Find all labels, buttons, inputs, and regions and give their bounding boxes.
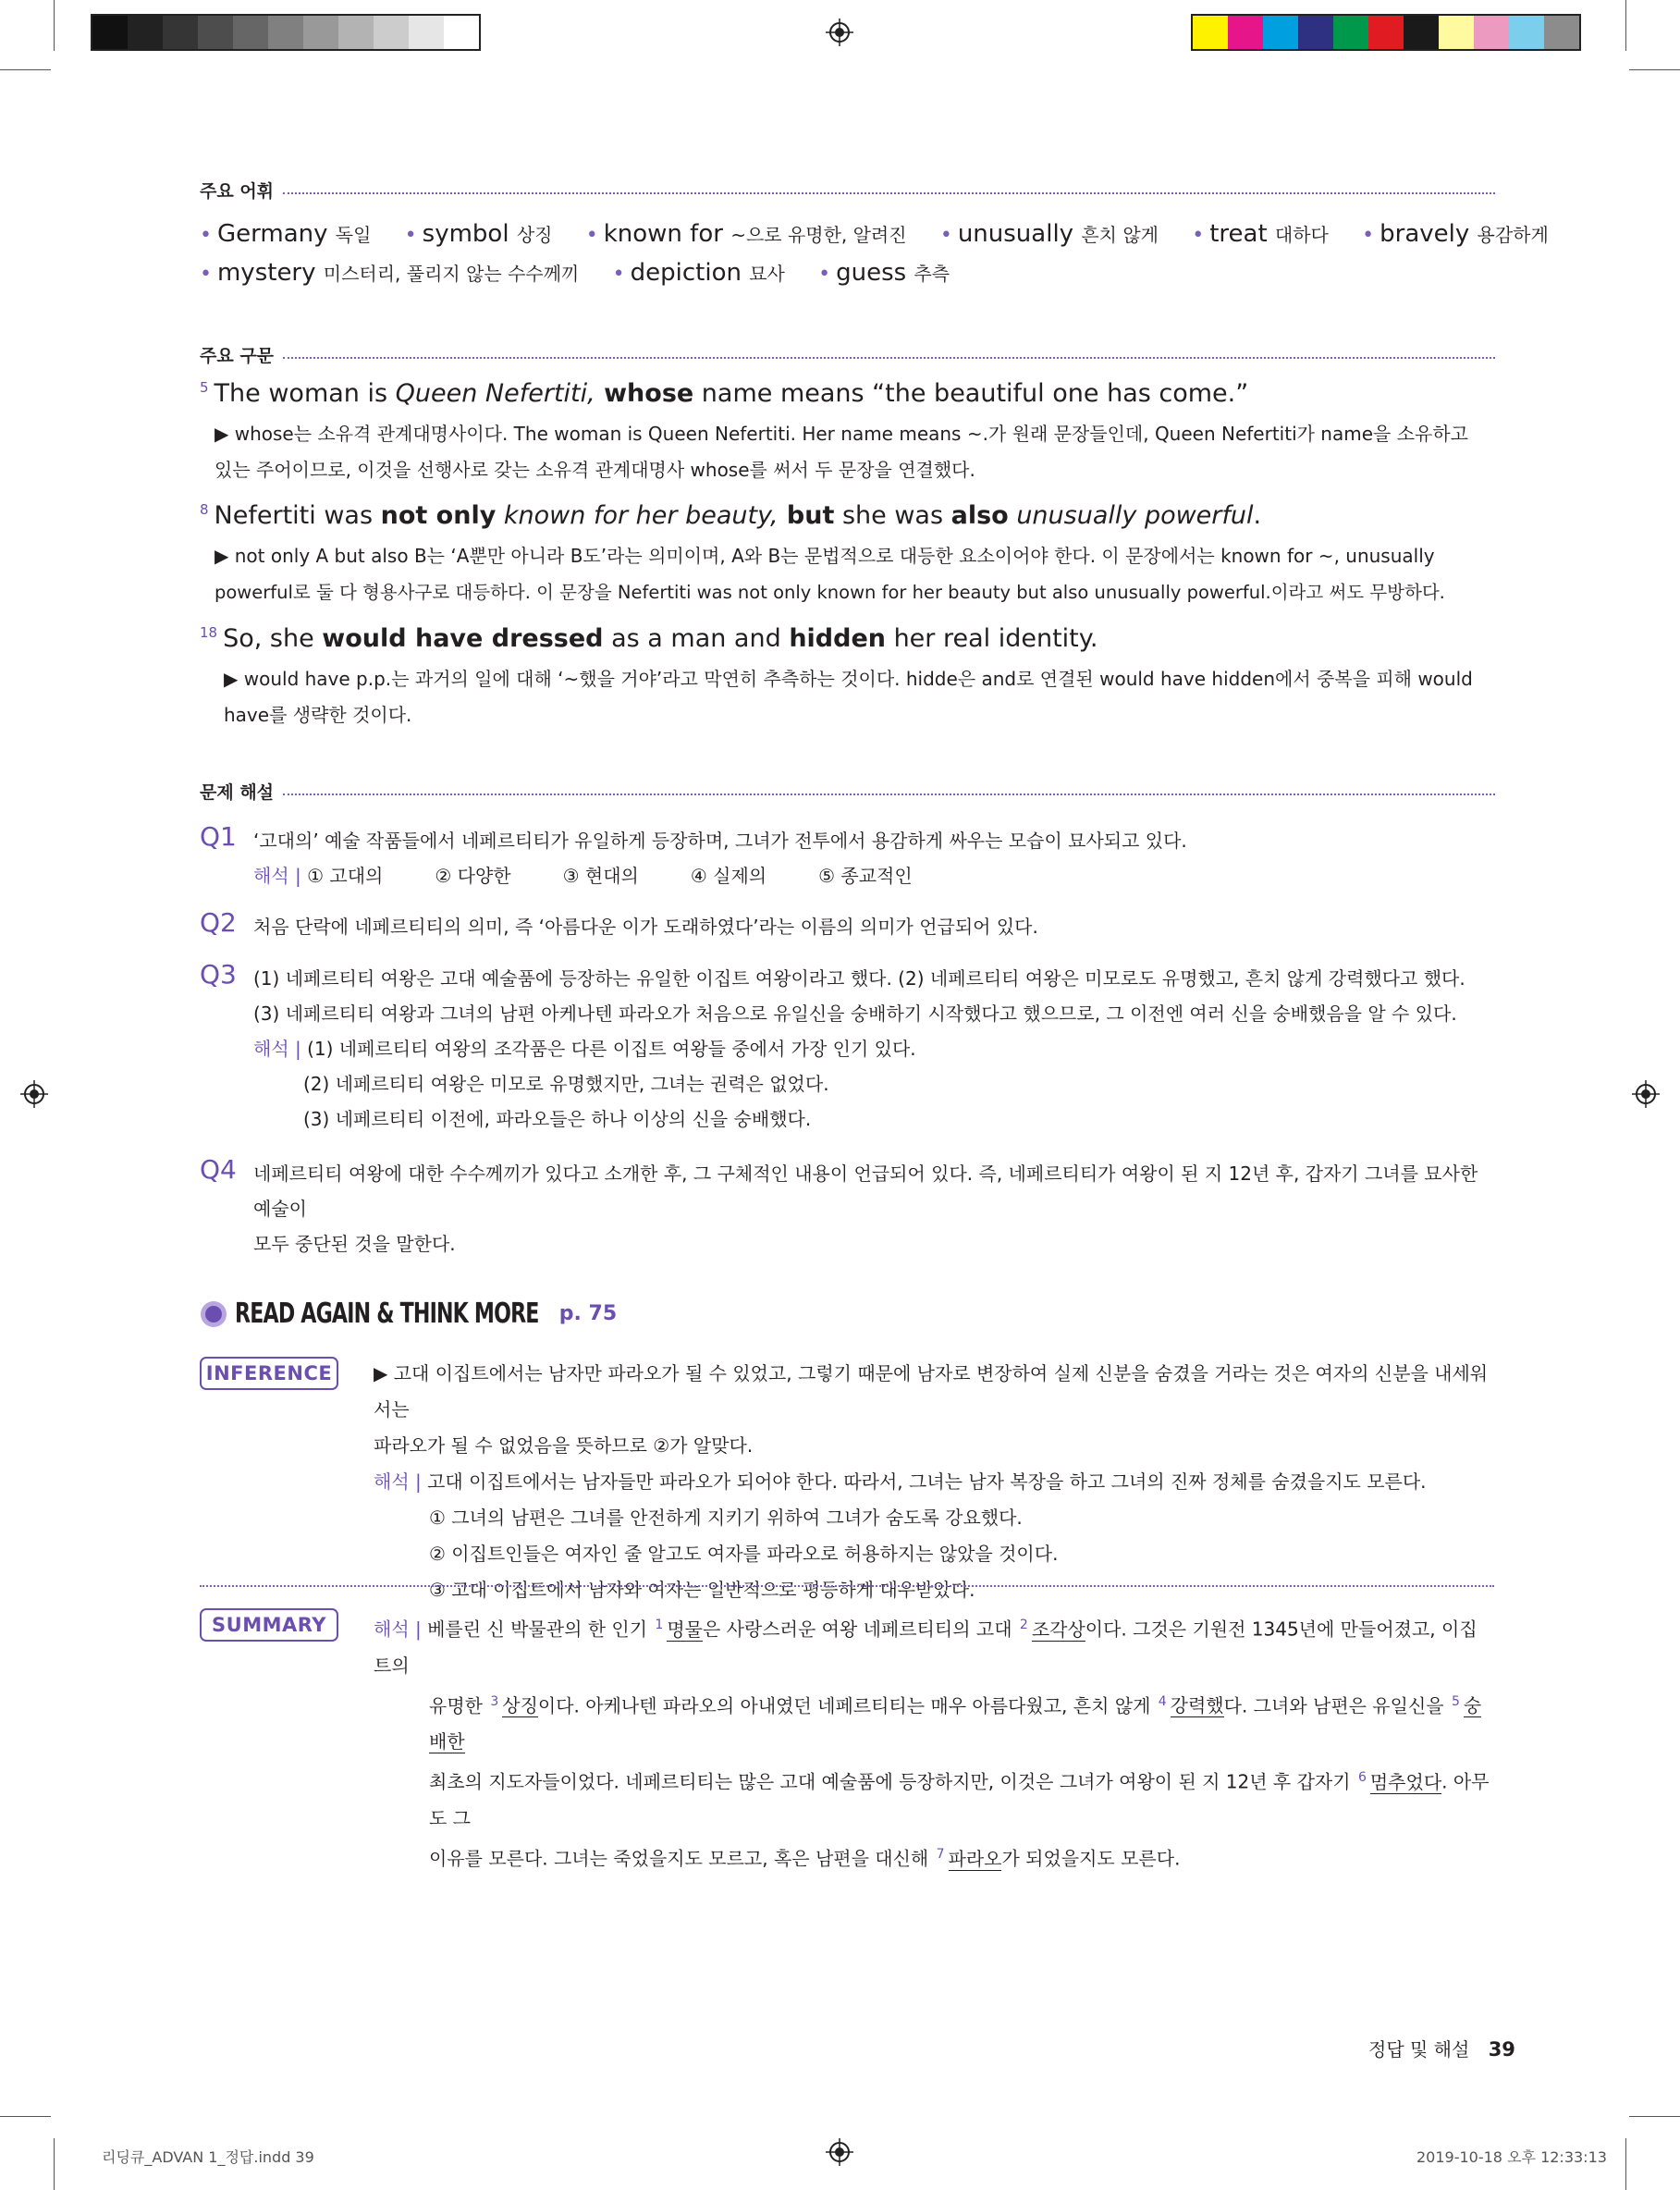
vocab-line [200, 220, 1575, 248]
sentence-explanation [215, 416, 1494, 488]
page-reference: p. 75 [558, 1302, 618, 1325]
crop-mark [1625, 0, 1626, 51]
translation-label: 해석 | [374, 1618, 422, 1641]
question-explanation: (1) 네페르티티 여왕은 고대 예술품에 등장하는 유일한 이집트 여왕이라고 했다. (2) 네페르티티 여왕은 미모로도 유명했고, 흔치 않게 강력했다고 했다. [253, 967, 1465, 990]
registration-mark-icon [826, 2138, 853, 2166]
read-again-title: READ AGAIN & THINK MORE [235, 1298, 539, 1330]
vocab-meaning: 상징 [516, 224, 553, 246]
inference-badge: INFERENCE [200, 1357, 338, 1390]
vocab-item [200, 220, 371, 248]
blank-number: 5 [1451, 1693, 1460, 1709]
bullet-icon: • [585, 224, 598, 247]
blank-answer: 명물 [667, 1618, 703, 1641]
vocab-meaning: 용감하게 [1477, 224, 1549, 246]
choice: ① 고대의 [307, 865, 384, 887]
problem-section-title: 문제 해설 [200, 782, 275, 803]
choice: ③ 현대의 [562, 865, 639, 887]
vocab-meaning: 대하다 [1274, 224, 1329, 246]
vocab-meaning: 미스터리, 풀리지 않는 수수께끼 [323, 263, 580, 285]
blank-answer: 숭배한 [429, 1694, 1482, 1753]
blank-answer: 조각상 [1031, 1618, 1085, 1641]
blank-number: 2 [1019, 1618, 1028, 1632]
summary-text: 다. 그녀와 남편은 유일신을 [1223, 1694, 1450, 1717]
option-line: ② 이집트인들은 여자인 줄 알고도 여자를 파라오로 허용하지는 않았을 것이다. [429, 1543, 1059, 1565]
summary-text: 이다. 그것은 기원전 1345년에 만들어졌고, 이집트의 [374, 1618, 1478, 1677]
bullet-icon: • [200, 224, 212, 247]
vocab-word: mystery [216, 259, 316, 287]
explanation-line: ▶ whose는 소유격 관계대명사이다. The woman is Queen Nefertiti. Her name means ~.가 원래 문장들인데, Queen Nefertiti가 name을 소유하고 [215, 423, 1468, 445]
crop-mark [1629, 69, 1680, 70]
vocab-word: known for [603, 220, 723, 248]
choice-row [253, 858, 1494, 893]
color-swatch-bar [1191, 14, 1581, 51]
explanation-line: powerful로 둘 다 형용사구로 대등하다. 이 문장을 Nefertiti was not only known for her beauty but also unusually powerful.이라고 써도 무방하다. [215, 582, 1445, 603]
crop-mark [1629, 2116, 1680, 2117]
crop-mark [54, 2138, 55, 2190]
translation-label: 해석 | [374, 1470, 422, 1493]
sentence-fragment: known for her beauty, [496, 501, 779, 530]
dotted-divider [283, 357, 1495, 359]
question-q2 [200, 909, 1494, 944]
blank-answer: 강력했 [1170, 1694, 1224, 1717]
blank-number: 1 [655, 1618, 664, 1632]
crop-mark [1625, 2138, 1626, 2190]
vocab-meaning: 독일 [335, 224, 372, 246]
line-number: 18 [200, 624, 218, 641]
vocab-line [200, 259, 975, 287]
question-label: Q1 [200, 821, 237, 852]
translation-line: (2) 네페르티티 여왕은 미모로 유명했지만, 그녀는 권력은 없었다. [303, 1073, 829, 1095]
sentence-fragment: not only [380, 501, 497, 530]
blank-answer: 파라오 [948, 1847, 1002, 1870]
sentence-fragment: . [1253, 501, 1262, 530]
line-number: 5 [200, 379, 209, 396]
vocab-item [940, 220, 1159, 248]
bullet-icon: • [404, 224, 417, 247]
explanation-line: ▶ would have p.p.는 과거의 일에 대해 ‘~했을 거야’라고 막연히 추측하는 것이다. hidde은 and로 연결된 would have hidden에서 중복을 피해 would [224, 668, 1473, 690]
print-file-info: 리딩큐_ADVAN 1_정답.indd 39 [102, 2148, 314, 2166]
explanation-line: 있는 주어이므로, 이것을 선행사로 갖는 소유격 관계대명사 whose를 써서 두 문장을 연결했다. [215, 459, 975, 481]
vocab-word: symbol [422, 220, 509, 248]
vocab-word: depiction [630, 259, 742, 287]
sentence-explanation [215, 538, 1494, 610]
summary-text: 최초의 지도자들이었다. 네페르티티는 많은 고대 예술품에 등장하지만, 이것은 그녀가 여왕이 된 지 12년 후 갑자기 [429, 1770, 1356, 1793]
sentence-explanation [224, 661, 1494, 733]
vocab-item [405, 220, 553, 248]
key-sentence [200, 501, 1261, 530]
option-line: ③ 고대 이집트에서 남자와 여자는 일반적으로 평등하게 대우받았다. [429, 1579, 975, 1601]
registration-mark-icon [20, 1080, 48, 1108]
summary-text: 이유를 모른다. 그녀는 죽었을지도 모르고, 혹은 남편을 대신해 [429, 1847, 935, 1870]
question-explanation: 네페르티티 여왕에 대한 수수께끼가 있다고 소개한 후, 그 구체적인 내용이 언급되어 있다. 즉, 네페르티티가 여왕이 된 지 12년 후, 갑자기 그녀를 묘사한 예술이 [253, 1163, 1478, 1220]
phrase-section-title: 주요 구문 [200, 346, 275, 366]
bullet-icon: • [1192, 224, 1205, 247]
vocab-word: bravely [1380, 220, 1470, 248]
inference-content [374, 1356, 1494, 1608]
blank-answer: 상징 [502, 1694, 538, 1717]
dotted-divider [200, 1585, 1494, 1587]
vocab-meaning: 묘사 [749, 263, 785, 285]
vocab-meaning: ~으로 유명한, 알려진 [730, 224, 907, 246]
choice: ④ 실제의 [690, 865, 767, 887]
registration-mark-icon [826, 18, 853, 46]
explanation-line: ▶ not only A but also B는 ‘A뿐만 아니라 B도’라는 의미이며, A와 B는 문법적으로 대등한 요소이어야 한다. 이 문장에서는 known for ~, unusually [215, 545, 1435, 567]
vocab-meaning: 흔치 않게 [1081, 224, 1159, 246]
blank-answer: 멈추었다 [1369, 1770, 1442, 1793]
translation-line: (3) 네페르티티 이전에, 파라오들은 하나 이상의 신을 숭배했다. [303, 1108, 812, 1130]
blank-number: 7 [936, 1846, 945, 1862]
inference-line: 파라오가 될 수 없었음을 뜻하므로 ②가 알맞다. [374, 1434, 754, 1457]
summary-text: . 아무도 그 [429, 1770, 1490, 1829]
summary-line [429, 1760, 1494, 1837]
bullet-icon: • [200, 263, 212, 286]
key-sentence [200, 624, 1098, 653]
blank-number: 6 [1357, 1770, 1367, 1786]
summary-text: 베를린 신 박물관의 한 인기 [427, 1618, 654, 1641]
summary-line [429, 1684, 1494, 1761]
vocab-meaning: 추측 [914, 263, 950, 285]
page-number: 39 [1488, 2038, 1515, 2061]
summary-badge: SUMMARY [200, 1608, 338, 1642]
sentence-fragment: name means “the beautiful one has come.” [693, 379, 1249, 408]
question-explanation: ‘고대의’ 예술 작품들에서 네페르티티가 유일하게 등장하며, 그녀가 전투에서 용감하게 싸우는 모습이 묘사되고 있다. [253, 830, 1187, 852]
sentence-fragment: So, she [223, 624, 323, 653]
translation-text: (1) 네페르티티 여왕의 조각품은 다른 이집트 여왕들 중에서 가장 인기 있다. [307, 1038, 916, 1060]
choice: ② 다양한 [435, 865, 511, 887]
page-footer [1368, 2035, 1515, 2061]
vocab-section-header [200, 178, 1495, 203]
dotted-divider [283, 192, 1495, 194]
blank-number: 3 [490, 1693, 499, 1709]
translation-label: 해석 | [253, 1038, 301, 1060]
question-q3 [200, 961, 1494, 1137]
translation-line [253, 1031, 1494, 1066]
print-timestamp: 2019-10-18 오후 12:33:13 [1416, 2148, 1607, 2166]
blank-number: 4 [1158, 1693, 1167, 1709]
sentence-fragment: Queen Nefertiti, [395, 379, 595, 408]
bullet-icon: • [939, 224, 952, 247]
crop-mark [54, 0, 55, 51]
sentence-fragment: but [778, 501, 835, 530]
grayscale-swatch-bar [91, 14, 481, 51]
problem-section-header [200, 779, 1495, 804]
summary-text: 가 되었을지도 모른다. [1001, 1847, 1181, 1870]
phrase-section-header [200, 342, 1495, 367]
vocab-item [586, 220, 907, 248]
sentence-fragment: The woman is [214, 379, 396, 408]
sentence-fragment: as a man and [603, 624, 790, 653]
bullet-icon: • [818, 263, 831, 286]
sentence-fragment: Nefertiti was [214, 501, 381, 530]
question-explanation: 모두 중단된 것을 말한다. [253, 1233, 456, 1255]
vocab-word: unusually [957, 220, 1074, 248]
vocab-section-title: 주요 어휘 [200, 181, 275, 202]
vocab-item [1362, 220, 1549, 248]
purple-dot-icon [200, 1300, 227, 1328]
read-again-header [200, 1298, 617, 1330]
inference-line: ▶ 고대 이집트에서는 남자만 파라오가 될 수 있었고, 그렇기 때문에 남자로 변장하여 실제 신분을 숨겼을 거라는 것은 여자의 신분을 내세워서는 [374, 1362, 1489, 1421]
summary-text: 이다. 아케나텐 파라오의 아내였던 네페르티티는 매우 아름다웠고, 흔치 않게 [537, 1694, 1157, 1717]
bullet-icon: • [1362, 224, 1375, 247]
summary-line [429, 1837, 1494, 1877]
translation-label: 해석 | [253, 865, 301, 887]
question-q1 [200, 823, 1494, 893]
vocab-word: treat [1209, 220, 1268, 248]
question-label: Q4 [200, 1154, 237, 1185]
registration-mark-icon [1632, 1080, 1660, 1108]
sentence-fragment: also [950, 501, 1009, 530]
translation-text: 고대 이집트에서는 남자들만 파라오가 되어야 한다. 따라서, 그녀는 남자 복장을 하고 그녀의 진짜 정체를 숨겼을지도 모른다. [427, 1470, 1427, 1493]
question-explanation: 처음 단락에 네페르티티의 의미, 즉 ‘아름다운 이가 도래하였다’라는 이름의 의미가 언급되어 있다. [253, 916, 1038, 938]
sentence-fragment: hidden [789, 624, 886, 653]
question-label: Q2 [200, 907, 237, 938]
sentence-fragment: she was [834, 501, 951, 530]
line-number: 8 [200, 501, 209, 518]
crop-mark [0, 69, 51, 70]
explanation-line: have를 생략한 것이다. [224, 704, 412, 726]
vocab-item [613, 259, 785, 287]
vocab-word: Germany [216, 220, 328, 248]
translation-line [374, 1464, 1494, 1500]
key-sentence [200, 379, 1248, 408]
dotted-divider [283, 794, 1495, 795]
choice: ⑤ 종교적인 [818, 865, 913, 887]
vocab-word: guess [836, 259, 907, 287]
bullet-icon: • [612, 263, 625, 286]
sentence-fragment: would have dressed [322, 624, 604, 653]
summary-content [374, 1607, 1494, 1877]
sentence-fragment: unusually powerful [1008, 501, 1254, 530]
question-explanation: (3) 네페르티티 여왕과 그녀의 남편 아케나텐 파라오가 처음으로 유일신을 숭배하기 시작했다고 했으므로, 그 이전엔 여러 신을 숭배했음을 알 수 있다. [253, 1003, 1457, 1025]
summary-text: 유명한 [429, 1694, 489, 1717]
vocab-item [818, 259, 950, 287]
question-q4 [200, 1156, 1494, 1261]
summary-text: 은 사랑스러운 여왕 네페르티티의 고대 [702, 1618, 1018, 1641]
vocab-item [200, 259, 579, 287]
sentence-fragment: her real identity. [885, 624, 1098, 653]
crop-mark [0, 2116, 51, 2117]
vocab-item [1192, 220, 1329, 248]
question-label: Q3 [200, 959, 237, 990]
footer-label: 정답 및 해설 [1368, 2038, 1470, 2061]
sentence-fragment: whose [595, 379, 694, 408]
summary-line [374, 1607, 1494, 1684]
option-line: ① 그녀의 남편은 그녀를 안전하게 지키기 위하여 그녀가 숨도록 강요했다. [429, 1507, 1023, 1529]
